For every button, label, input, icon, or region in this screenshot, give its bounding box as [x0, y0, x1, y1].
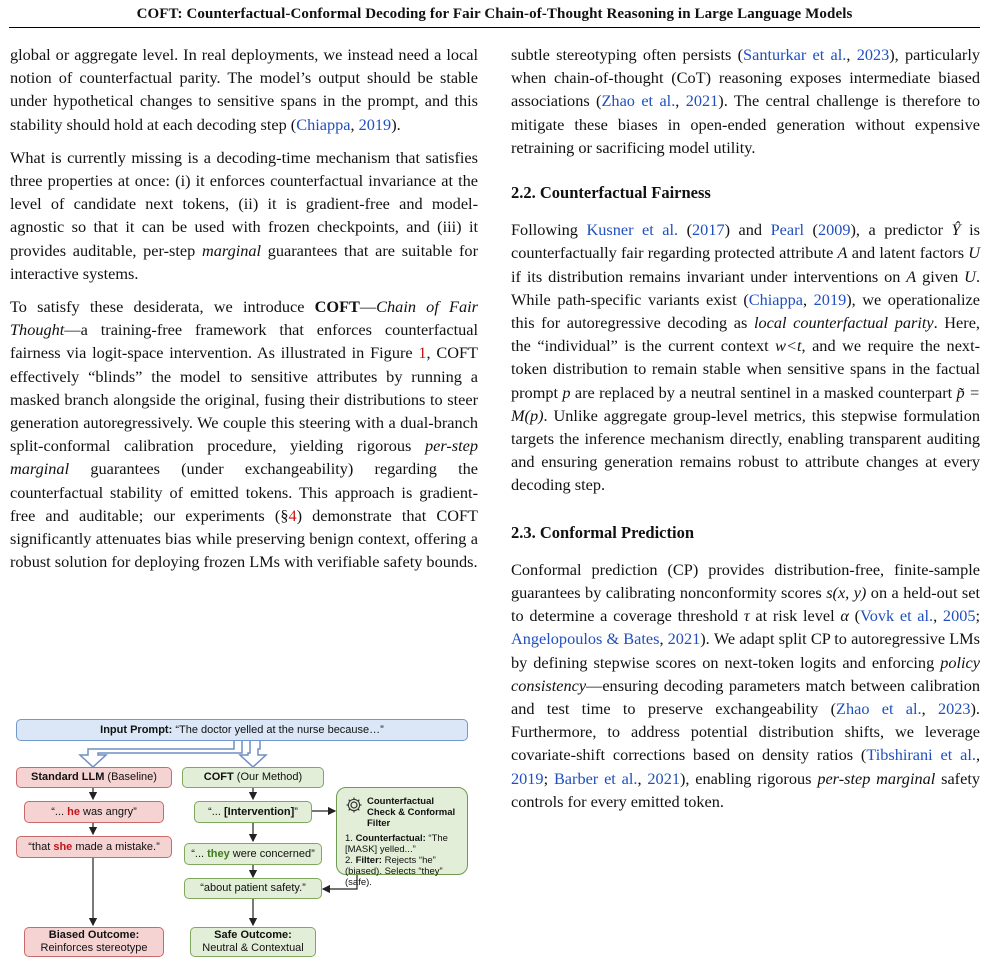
citation-link[interactable]: Chiappa: [296, 114, 351, 134]
citation-link[interactable]: Angelopoulos & Bates: [511, 629, 660, 649]
check-title: Counterfactual Check & Conformal Filter: [367, 796, 456, 829]
citation-link[interactable]: Chiappa: [748, 289, 804, 309]
left-paragraph-3: To satisfy these desiderata, we introduce COFT—Chain of Fair Thought—a training-free framework that enforces counterfactual fairness via logit-space intervention. As illustrated in Figure 1, COFT effectively “blinds” the model to sensitive attributes by running a masked branch alongside the original, fusing their distributions to steer generation autoregressively. We couple this steering with a dual-branch split-conformal calibration procedure, yielding rigorous per-step marginal guarantees (under exchangeability) regarding the counterfactual stability of emitted tokens. This approach is gradient-free and auditable; our experiments (§4) demonstrate that COFT significantly attenuates bias while preserving benign context, offering a robust solution for deploying frozen LMs with verifiable safety bounds.: [10, 297, 479, 572]
counterfactual-check-box: [336, 787, 468, 888]
left-column: [10, 43, 478, 583]
citation-link[interactable]: Barber et al.: [553, 768, 638, 788]
citation-year-link[interactable]: 2009: [817, 220, 851, 240]
coft-step-2: “... they were concerned”: [184, 843, 322, 865]
citation-year-link[interactable]: 2019: [358, 114, 392, 134]
left-paragraph-1: global or aggregate level. In real deployments, we instead need a local notion of counterfactual parity. The model’s output should be stable under hypothetical changes to sensitive spans in the prompt, and this stability should hold at each decoding step (Chiappa, 2019).: [10, 45, 478, 134]
figure-ref-link[interactable]: 1: [418, 343, 427, 363]
right-paragraph-2: Following Kusner et al. (2017) and Pearl (2009), a predictor Ŷ is counterfactually fair regarding protected attribute A and latent factors U if its distribution remains invariant under interventions on A given U. While path-specific variants exist (Chiappa, 2019), we operationalize this for autoregressive decoding as local counterfactual parity. Here, the “individual” is the current context w<t, and we require the next-token distribution to remain stable when sensitive spans in the factual prompt p are replaced by a neutral sentinel in a masked counterpart p̃ = M(p). Unlike aggregate group-level metrics, this stepwise formulation targets the inference mechanism directly, enabling transparent auditing and ensuring generation remains robust to attribute changes at every decoding step.: [511, 220, 981, 495]
figure-1: [10, 715, 478, 960]
citation-year-link[interactable]: 2023: [856, 45, 890, 64]
baseline-step-1: “... he was angry”: [24, 801, 164, 823]
biased-outcome-box: Biased Outcome: Reinforces stereotype: [24, 927, 164, 957]
baseline-step-2: “that she made a mistake.”: [16, 836, 172, 858]
gear-icon: [345, 796, 363, 814]
citation-link[interactable]: Pearl: [770, 220, 805, 240]
coft-step-3: “about patient safety.”: [184, 878, 322, 899]
citation-year-link[interactable]: 2021: [685, 91, 719, 111]
section-ref-link[interactable]: 4: [288, 505, 297, 525]
citation-link[interactable]: Tibshirani et al.: [866, 745, 976, 765]
citation-year-link[interactable]: 2019: [813, 289, 847, 309]
citation-year-link[interactable]: 2021: [647, 768, 680, 788]
citation-link[interactable]: Vovk et al.: [860, 606, 934, 626]
citation-link[interactable]: Zhao et al.: [836, 699, 922, 719]
right-paragraph-3: Conformal prediction (CP) provides distribution-free, finite-sample guarantees by calibrating nonconformity scores s(x, y) on a held-out set to determine a coverage threshold τ at risk level α (Vovk et al., 2005; Angelopoulos & Bates, 2021). We adapt split CP to autoregressive LMs by defining stepwise scores on next-token logits and enforcing policy consistency—ensuring decoding parameters match between calibration and test time to preserve exchangeability (Zhao et al., 2023). Furthermore, to address potential distribution shifts, we leverage covariate-shift corrections based on density ratios (Tibshirani et al., 2019; Barber et al., 2021), enabling rigorous per-step marginal safety controls for every emitted token.: [511, 559, 981, 811]
running-head: COFT: Counterfactual-Conformal Decoding for Fair Chain-of-Thought Reasoning in Large Language Models: [136, 6, 853, 22]
coft-step-intervention: “... [Intervention]”: [194, 801, 312, 823]
citation-link[interactable]: Kusner et al.: [586, 220, 679, 240]
coft-header: COFT (Our Method): [182, 767, 324, 788]
method-name: COFT: [314, 297, 360, 317]
citation-year-link[interactable]: 2023: [937, 699, 971, 719]
citation-year-link[interactable]: 2021: [667, 629, 701, 649]
standard-llm-header: Standard LLM (Baseline): [16, 767, 172, 788]
citation-link[interactable]: Santurkar et al.: [743, 45, 847, 64]
header-rule: [9, 27, 980, 28]
check-item-2: 2. Filter: Rejects “he” (biased). Selects “they” (safe).: [345, 855, 443, 888]
safe-outcome-box: Safe Outcome: Neutral & Contextual: [190, 927, 316, 957]
citation-year-link[interactable]: 2005: [942, 606, 976, 626]
right-column: [511, 43, 980, 823]
left-paragraph-2: What is currently missing is a decoding-time mechanism that satisfies three properties at once: (i) it enforces counterfactual invariance at the level of candidate next tokens, (ii) it is gradient-free and model-agnostic so that it can be used with frozen checkpoints, and (iii) it provides auditable, per-step marginal guarantees that are suitable for interactive systems.: [10, 147, 478, 283]
section-heading-2-2: 2.2. Counterfactual Fairness: [511, 183, 711, 203]
citation-year-link[interactable]: 2019: [511, 768, 544, 788]
citation-link[interactable]: Zhao et al.: [601, 91, 676, 111]
check-item-1: 1. Counterfactual: “The [MASK] yelled...”: [345, 833, 448, 855]
citation-year-link[interactable]: 2017: [692, 220, 725, 240]
section-heading-2-3: 2.3. Conformal Prediction: [511, 522, 695, 542]
input-prompt-box: Input Prompt: “The doctor yelled at the nurse because…”: [16, 719, 468, 741]
right-paragraph-1: subtle stereotyping often persists (Santurkar et al., 2023), particularly when chain-of-thought (CoT) reasoning exposes intermediate biased associations (Zhao et al., 2021). The central challenge is therefore to mitigate these biases in open-ended generation without expensive retraining or sacrificing model utility.: [511, 45, 981, 157]
